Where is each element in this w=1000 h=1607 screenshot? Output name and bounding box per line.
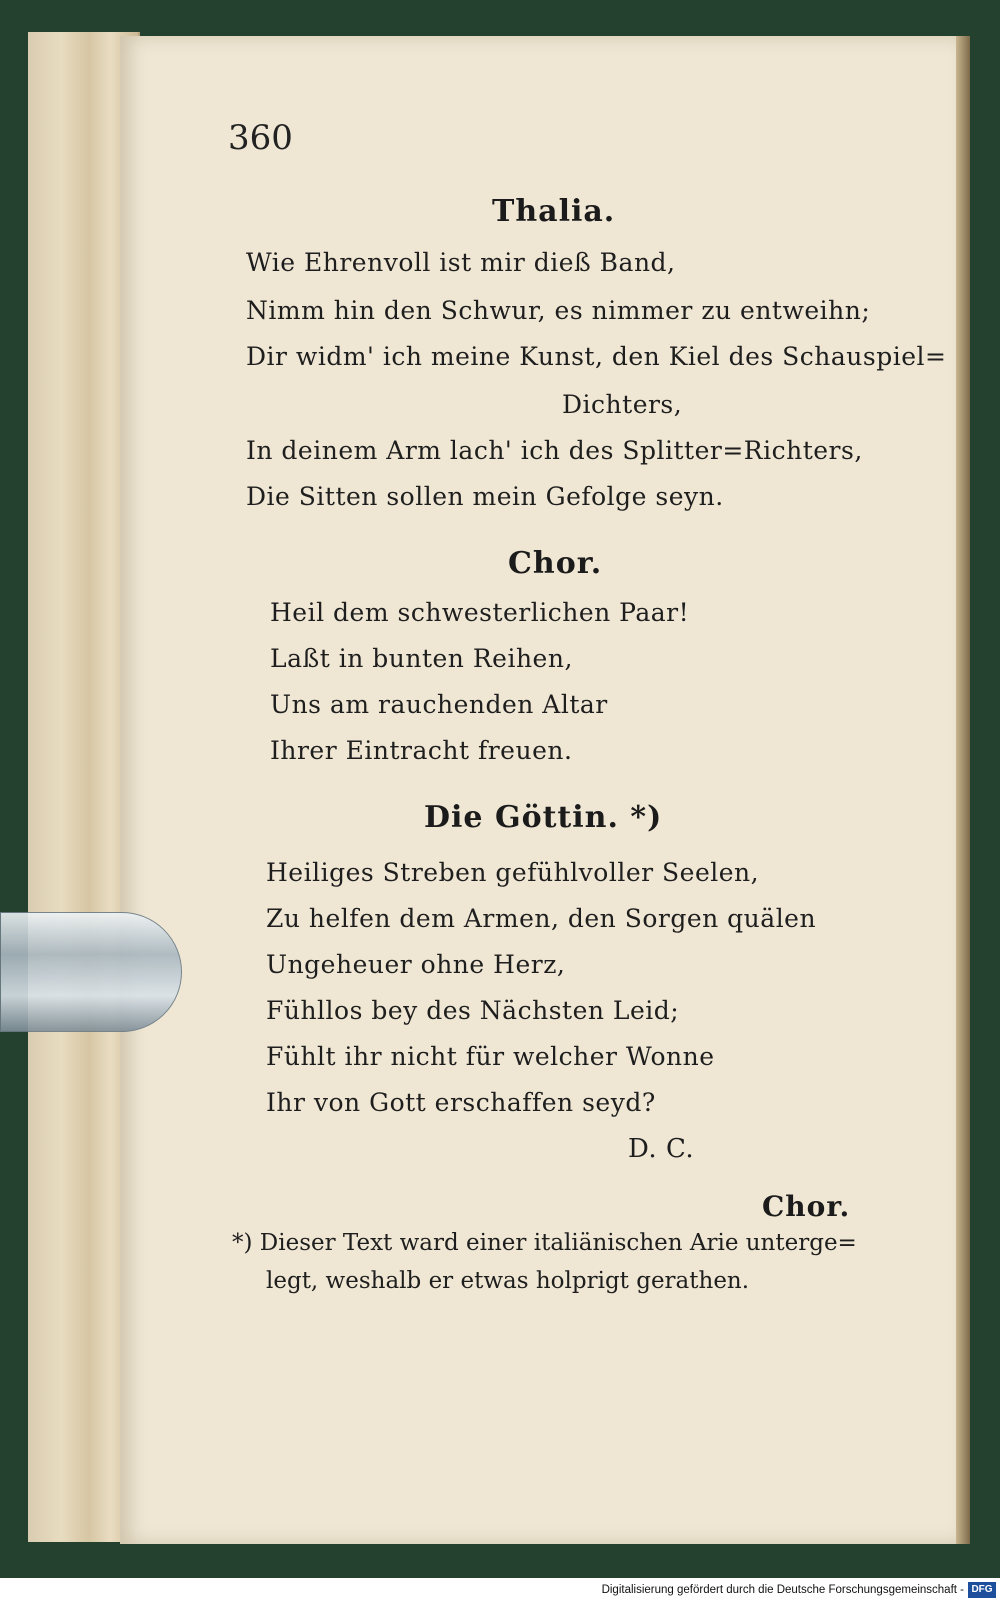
footnote-line-2: legt, weshalb er etwas holprigt gerathen. [266, 1268, 750, 1294]
verse-line: Ihr von Gott erschaffen seyd? [266, 1088, 656, 1117]
footnote-line-1: *) Dieser Text ward einer italiänischen Arie unterge= [232, 1230, 857, 1256]
footer-credit: Digitalisierung gefördert durch die Deutsche Forschungsgemeinschaft - [601, 1584, 964, 1596]
speaker-goettin: Die Göttin. *) [424, 800, 663, 835]
catchword: Chor. [762, 1190, 851, 1223]
speaker-thalia: Thalia. [492, 194, 616, 229]
verse-line: Ihrer Eintracht freuen. [270, 736, 573, 765]
verse-line: Ungeheuer ohne Herz, [266, 950, 566, 979]
dc-mark: D. C. [628, 1134, 695, 1164]
verse-line: Nimm hin den Schwur, es nimmer zu entweihn; [246, 296, 871, 325]
verse-line: Laßt in bunten Reihen, [270, 644, 573, 673]
verse-line: Heil dem schwesterlichen Paar! [270, 598, 690, 627]
verse-line: Heiliges Streben gefühlvoller Seelen, [266, 858, 760, 887]
verse-line: Fühllos bey des Nächsten Leid; [266, 996, 680, 1025]
verse-line: Uns am rauchenden Altar [270, 690, 608, 719]
dfg-logo: DFG [968, 1582, 996, 1598]
book-clamp [0, 912, 182, 1032]
page-gutter-shadow [956, 36, 970, 1544]
verse-line: Zu helfen dem Armen, den Sorgen quälen [266, 904, 817, 933]
verse-line: Fühlt ihr nicht für welcher Wonne [266, 1042, 715, 1071]
verse-line: Dichters, [562, 390, 683, 419]
speaker-chor: Chor. [508, 546, 603, 581]
page-number: 360 [228, 118, 293, 158]
verse-line: Die Sitten sollen mein Gefolge seyn. [246, 482, 724, 511]
verse-line: Dir widm' ich meine Kunst, den Kiel des Schauspiel= [246, 342, 947, 371]
verse-line: Wie Ehrenvoll ist mir dieß Band, [246, 248, 676, 277]
verse-line: In deinem Arm lach' ich des Splitter=Richters, [246, 436, 863, 465]
